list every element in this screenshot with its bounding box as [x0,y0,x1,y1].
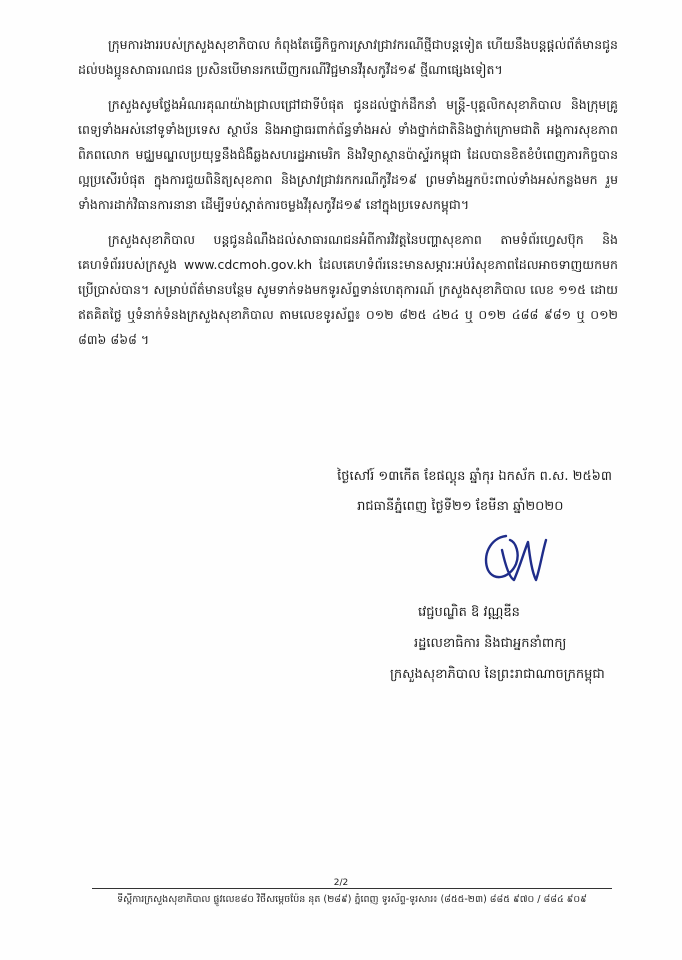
footer-divider [92,888,612,889]
solar-date: រាជធានីភ្នំពេញ ថ្ងៃទី២១ ខែមីនា ឆ្នាំ២០២០ [357,499,564,514]
paragraph-thanks: ក្រសួងសូមថ្លែងអំណរគុណយ៉ាងជ្រាលជ្រៅជាទីបំផុត ជូនដល់ថ្នាក់ដឹកនាំ មន្ត្រី-បុគ្គលិកសុខាភិបាល និងក្រុមគ្រូពេទ្យទាំងអស់នៅទូទាំងប្រទេស ស្ថាប័ន និងអាជ្ញាធរពាក់ព័ន្ធទាំងអស់ ទាំងថ្នាក់ជាតិនិងថ្នាក់ក្រោមជាតិ អង្គការសុខភាពពិភពលោក មជ្ឈមណ្ឌលប្រយុទ្ធនឹងជំងឺឆ្លងសហរដ្ឋអាមេរិក និងវិទ្យាស្ថានប៉ាស្ទ័រកម្ពុជា ដែលបានខិតខំបំពេញភារកិច្ចបានល្អប្រសើរបំផុត ក្នុងការជួយពិនិត្យសុខភាព និងស្រាវជ្រាវរកករណីកូវីដ១៩ ព្រមទាំងអ្នកប៉ះពាល់ទាំងអស់កន្លងមក រួមទាំងការដាក់វិធានការនានា ដើម្បីទប់ស្កាត់ការចម្លងវីរុសកូវីដ១៩ នៅក្នុងប្រទេសកម្ពុជា។ [78,97,618,212]
date-block [337,462,612,522]
letter-body [78,32,618,362]
footer-address: ទីស្តីការក្រសួងសុខាភិបាល ផ្លូវលេខ៨០ វិថីសម្តេចប៉ែន នុត (២៨៩) ភ្នំពេញ ទូរស័ព្ទ-ទូរសារ៖ (៨៥៥-២៣) ៨៨៥ ៩៧០ / ៨៨៤ ៩០៩ [117,894,587,905]
signer-ministry: ក្រសួងសុខាភិបាល នៃព្រះរាជាណាចក្រកម្ពុជា [390,667,605,682]
signer-block [390,597,630,690]
signer-name: វេជ្ជបណ្ឌិត ឱ វណ្ណឌីន [418,605,520,620]
handwritten-signature [476,528,556,588]
signer-title: រដ្ឋលេខាធិការ និងជាអ្នកនាំពាក្យ [414,636,567,651]
page-number [0,878,682,888]
paragraph-contact: ក្រសួងសុខាភិបាល បន្តជូនដំណឹងដល់សាធារណជនអំពីការវិវត្តនៃបញ្ហាសុខភាព តាមទំព័រហ្វេសប៊ុក និងគេហទំព័ររបស់ក្រសួង www.cdcmoh.gov.kh ដែលគេហទំព័រនេះមានសម្ភារៈអប់រំសុខភាពដែលអាចទាញយកមកប្រើប្រាស់បាន។ សម្រាប់ព័ត៌មានបន្ថែម សូមទាក់ទងមកទូរស័ព្ទទាន់ហេតុការណ៍ ក្រសួងសុខាភិបាល លេខ ១១៥ ដោយឥតគិតថ្លៃ ឬទំនាក់ទំនងក្រសួងសុខាភិបាល តាមលេខទូរស័ព្ទ៖ ០១២ ៨២៥ ៤២៤ ឬ ០១២ ៤៨៨ ៩៨១ ឬ ០១២ ៨៣៦ ៨៦៨ ។ [78,232,618,347]
lunar-date: ថ្ងៃសៅរ៍ ១៣កើត ខែផល្គុន ឆ្នាំកុរ ឯកស័ក ព.ស. ២៥៦៣ [337,469,612,484]
paragraph-investigation: ក្រុមការងាររបស់ក្រសួងសុខាភិបាល កំពុងតែធ្វើកិច្ចការស្រាវជ្រាវករណីថ្មីជាបន្តទៀត ហើយនឹងបន្តផ្តល់ព័ត៌មានជូនដល់បងប្អូនសាធារណជន ប្រសិនបើមានរកឃើញករណីវិជ្ជមានវីរុសកូវីដ១៩ ថ្មីណាផ្សេងទៀត។ [78,37,618,77]
page-number-text: 2/2 [330,878,352,888]
